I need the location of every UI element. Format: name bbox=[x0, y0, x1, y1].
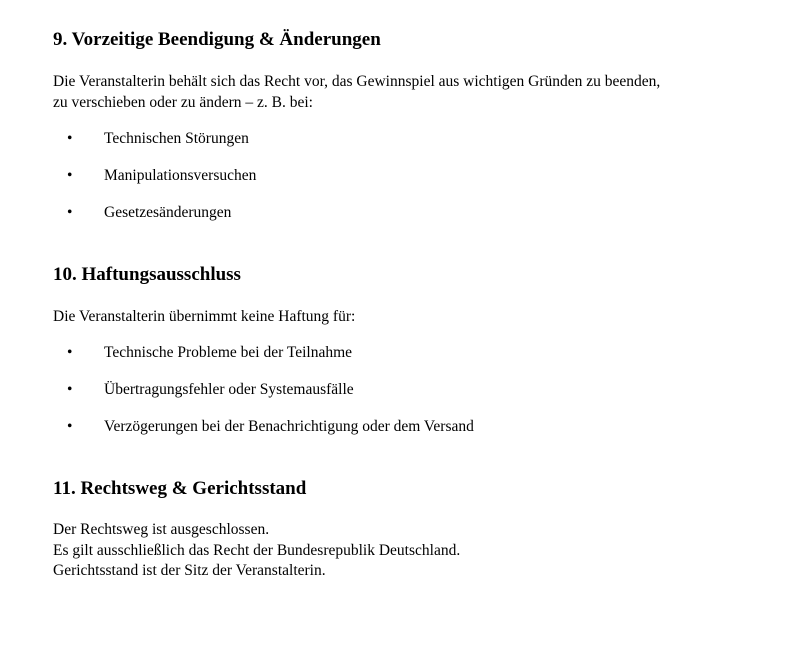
section-9-intro bbox=[53, 72, 660, 113]
section-9-heading: 9. Vorzeitige Beendigung & Änderungen bbox=[53, 29, 381, 50]
bullet-icon: • bbox=[67, 204, 73, 221]
list-item-text: Gesetzesänderungen bbox=[104, 204, 232, 221]
bullet-icon: • bbox=[67, 418, 73, 435]
bullet-icon: • bbox=[67, 130, 73, 147]
list-item-text: Technische Probleme bei der Teilnahme bbox=[104, 344, 353, 361]
section-10-heading: 10. Haftungsausschluss bbox=[53, 264, 241, 285]
bullet-icon: • bbox=[67, 167, 73, 184]
list-item-text: Verzögerungen bei der Benachrichtigung oder dem Versand bbox=[104, 418, 474, 435]
section-10-intro bbox=[53, 307, 355, 328]
section-9-intro-line-1: Die Veranstalterin behält sich das Recht vor, das Gewinnspiel aus wichtigen Gründen zu beenden, bbox=[53, 73, 661, 90]
list-item-text: Technischen Störungen bbox=[104, 130, 249, 147]
list-item-text: Übertragungsfehler oder Systemausfälle bbox=[104, 381, 354, 398]
bullet-icon: • bbox=[67, 344, 73, 361]
section-11-body-line-1: Der Rechtsweg ist ausgeschlossen. bbox=[53, 521, 270, 538]
section-11-heading: 11. Rechtsweg & Gerichtsstand bbox=[53, 478, 307, 499]
section-11-body bbox=[53, 520, 460, 582]
section-11-body-line-2: Es gilt ausschließlich das Recht der Bundesrepublik Deutschland. bbox=[53, 541, 461, 559]
section-10-intro-line-1: Die Veranstalterin übernimmt keine Haftung für: bbox=[53, 308, 356, 325]
section-9-intro-line-2: zu verschieben oder zu ändern – z. B. bei: bbox=[53, 93, 313, 111]
bullet-icon: • bbox=[67, 381, 73, 398]
list-item-text: Manipulationsversuchen bbox=[104, 167, 257, 184]
section-11-body-line-3: Gerichtsstand ist der Sitz der Veranstalterin. bbox=[53, 562, 326, 579]
